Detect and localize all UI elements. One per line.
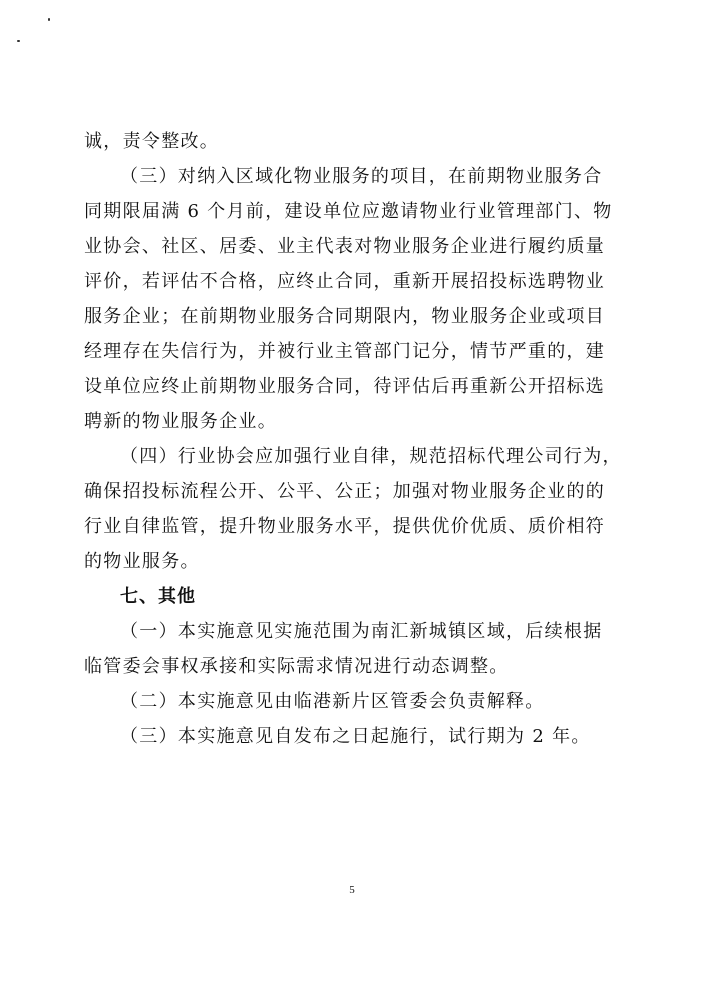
text-line: （三）对纳入区域化物业服务的项目，在前期物业服务合 — [120, 166, 603, 187]
text-line: 评价，若评估不合格，应终止合同，重新开展招投标选聘物业 — [84, 271, 606, 292]
text-line: 业协会、社区、居委、业主代表对物业服务企业进行履约质量 — [84, 236, 606, 257]
text-line: （四）行业协会应加强行业自律，规范招标代理公司行为， — [120, 446, 622, 467]
text-line: 临管委会事权承接和实际需求情况进行动态调整。 — [84, 656, 509, 677]
paragraph-section-item-two — [84, 684, 624, 719]
document-body — [84, 124, 624, 754]
scan-speck — [17, 40, 20, 42]
paragraph-continuation — [84, 124, 624, 159]
text-line: 的物业服务。 — [84, 551, 200, 572]
paragraph-item-three — [84, 159, 624, 439]
text-line: 行业自律监管，提升物业服务水平，提供优价优质、质价相符 — [84, 516, 606, 537]
text-line: 诚，责令整改。 — [84, 131, 220, 152]
scan-speck — [48, 18, 50, 21]
text-line: （三）本实施意见自发布之日起施行，试行期为 2 年。 — [120, 726, 591, 747]
text-line: 服务企业；在前期物业服务合同期限内，物业服务企业或项目 — [84, 306, 606, 327]
text-line: 确保招投标流程公开、公平、公正；加强对物业服务企业的的 — [84, 481, 606, 502]
section-heading: 七、其他 — [120, 586, 196, 607]
text-line: 设单位应终止前期物业服务合同，待评估后再重新公开招标选 — [84, 376, 606, 397]
text-line: （一）本实施意见实施范围为南汇新城镇区域，后续根据 — [120, 621, 603, 642]
page-number: 5 — [349, 884, 355, 896]
text-line: 经理存在失信行为，并被行业主管部门记分，情节严重的，建 — [84, 341, 606, 362]
paragraph-section-item-one — [84, 614, 624, 684]
text-line: 同期限届满 6 个月前，建设单位应邀请物业行业管理部门、物 — [84, 201, 613, 222]
paragraph-section-item-three — [84, 719, 624, 754]
paragraph-item-four — [84, 439, 624, 579]
text-line: 聘新的物业服务企业。 — [84, 411, 277, 432]
text-line: （二）本实施意见由临港新片区管委会负责解释。 — [120, 691, 545, 712]
